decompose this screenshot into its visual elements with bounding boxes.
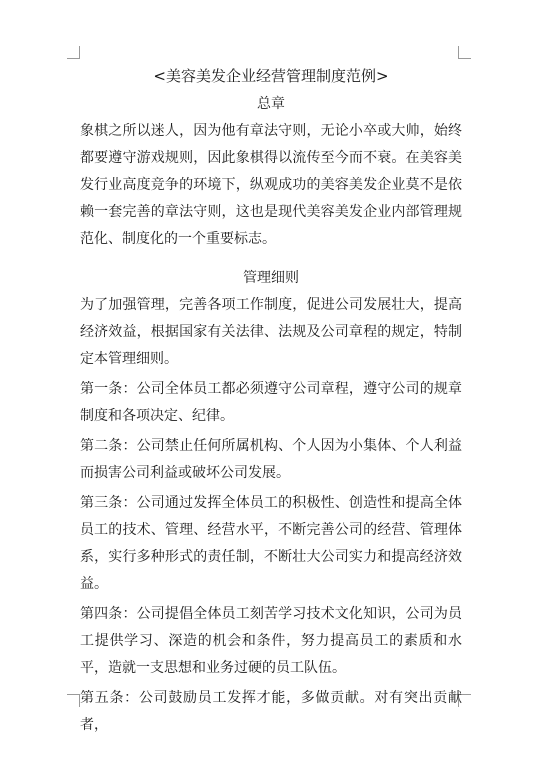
crop-mark-bottom-left xyxy=(67,694,80,707)
general-paragraph: 象棋之所以迷人，因为他有章法守则，无论小卒或大帅，始终都要遵守游戏规则，因此象棋得以流传至今而不衰。在美容美发行业高度竞争的环境下，纵观成功的美容美发企业莫不是依赖一套完善的章法守则，这也是现代美容美发企业内部管理规范化、制度化的一个重要标志。 xyxy=(80,123,462,247)
crop-mark-top-left xyxy=(67,46,80,59)
document-title: <美容美发企业经营管理制度范例> xyxy=(153,67,389,85)
article-1: 第一条：公司全体员工都必须遵守公司章程，遵守公司的规章制度和各项决定、纪律。 xyxy=(80,381,462,424)
article-3: 第三条：公司通过发挥全体员工的积极性、创造性和提高全体员工的技术、管理、经营水平，不断完善公司的经营、管理体系，实行多种形式的责任制，不断壮大公司实力和提高经济效益。 xyxy=(80,495,462,592)
spacer xyxy=(80,256,462,264)
rules-intro-paragraph: 为了加强管理，完善各项工作制度，促进公司发展壮大，提高经济效益，根据国家有关法律、法规及公司章程的规定，特制定本管理细则。 xyxy=(80,297,462,367)
crop-mark-top-right xyxy=(458,46,471,59)
document-body xyxy=(80,62,462,739)
article-4: 第四条：公司提倡全体员工刻苦学习技术文化知识，公司为员工提供学习、深造的机会和条件，努力提高员工的素质和水平，造就一支思想和业务过硬的员工队伍。 xyxy=(80,606,462,676)
article-5: 第五条：公司鼓励员工发挥才能，多做贡献。对有突出贡献者， xyxy=(80,690,462,733)
section-heading-general: 总章 xyxy=(257,96,285,112)
article-2: 第二条：公司禁止任何所属机构、个人因为小集体、个人利益而损害公司利益或破坏公司发展。 xyxy=(80,438,462,481)
section-heading-rules: 管理细则 xyxy=(243,270,299,286)
